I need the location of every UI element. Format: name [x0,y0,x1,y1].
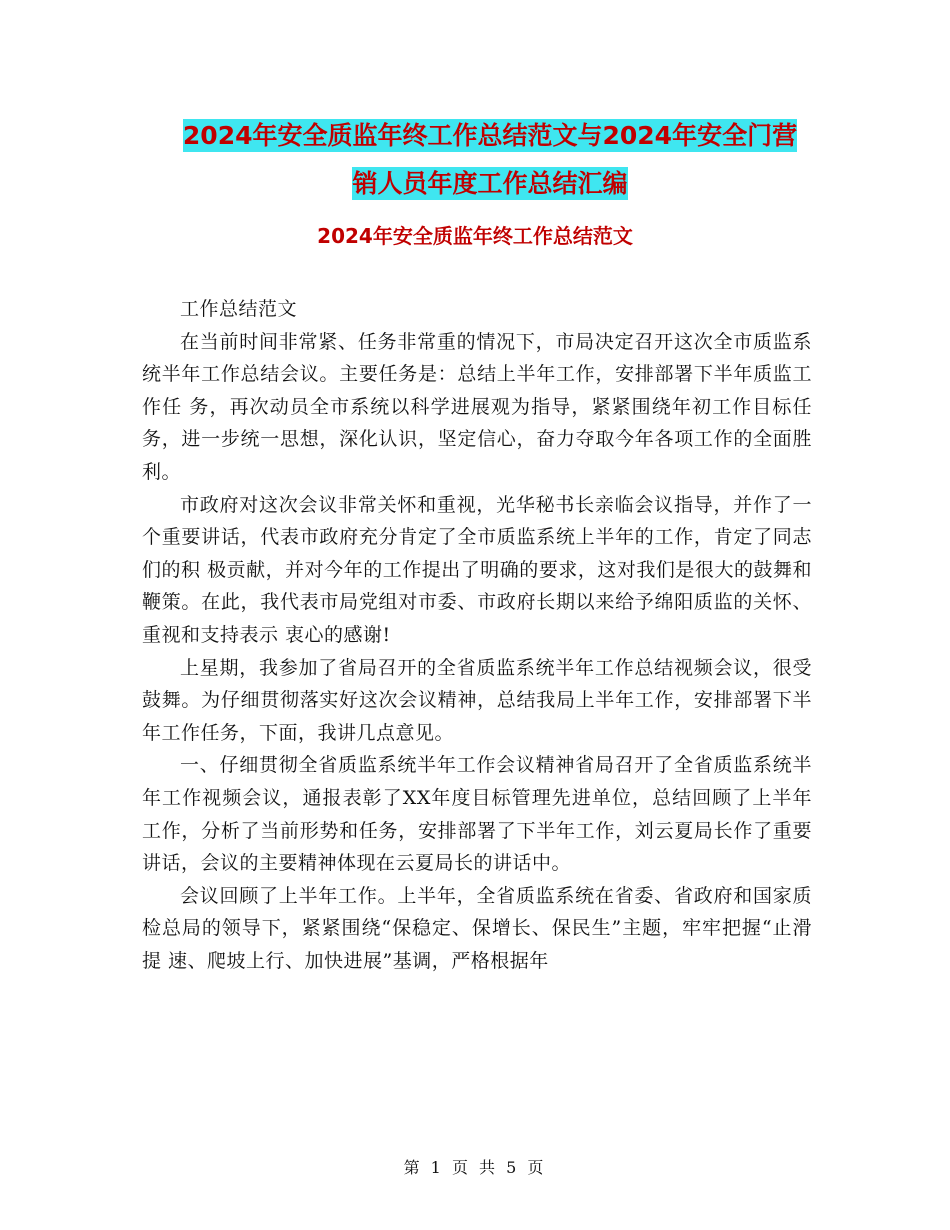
paragraph: 上星期，我参加了省局召开的全省质监系统半年工作总结视频会议，很受鼓舞。为仔细贯彻落实好这次会议精神，总结我局上半年工作，安排部署下半年工作任务，下面，我讲几点意见。 [142,656,812,744]
paragraph: 会议回顾了上半年工作。上半年，全省质监系统在省委、省政府和国家质检总局的领导下，紧紧围绕“保稳定、保增长、保民生”主题，牢牢把握“止滑提 速、爬坡上行、加快进展”基调，严格根据年 [142,884,812,972]
body-text [142,293,812,977]
page-footer: 第 1 页 共 5 页 [403,1158,547,1177]
title-line-1: 2024年安全质监年终工作总结范文与2024年安全门营 [182,121,798,150]
document-title [140,112,840,208]
paragraph: 在当前时间非常紧、任务非常重的情况下，市局决定召开这次全市质监系统半年工作总结会议。主要任务是：总结上半年工作，安排部署下半年质监工作任 务，再次动员全市系统以科学进展观为指导，紧紧围绕年初工作目标任务，进一步统一思想，深化认识，坚定信心，奋力夺取今年各项工作的全面胜利。 [142,330,812,483]
paragraph: 工作总结范文 [180,298,298,320]
section-title: 2024年安全质监年终工作总结范文 [317,224,633,248]
paragraph: 市政府对这次会议非常关怀和重视，光华秘书长亲临会议指导，并作了一个重要讲话，代表市政府充分肯定了全市质监系统上半年的工作，肯定了同志们的积 极贡献，并对今年的工作提出了明确的要求，这对我们是很大的鼓舞和鞭策。在此，我代表市局党组对市委、市政府长期以来给予绵阳质监的关怀、重视和支持表示 衷心的感谢! [142,493,812,646]
title-line-2: 销人员年度工作总结汇编 [352,169,628,198]
paragraph: 一、仔细贯彻全省质监系统半年工作会议精神省局召开了全省质监系统半年工作视频会议，通报表彰了XX年度目标管理先进单位，总结回顾了上半年工作，分析了当前形势和任务，安排部署了下半年工作，刘云夏局长作了重要讲话，会议的主要精神体现在云夏局长的讲话中。 [142,754,812,875]
